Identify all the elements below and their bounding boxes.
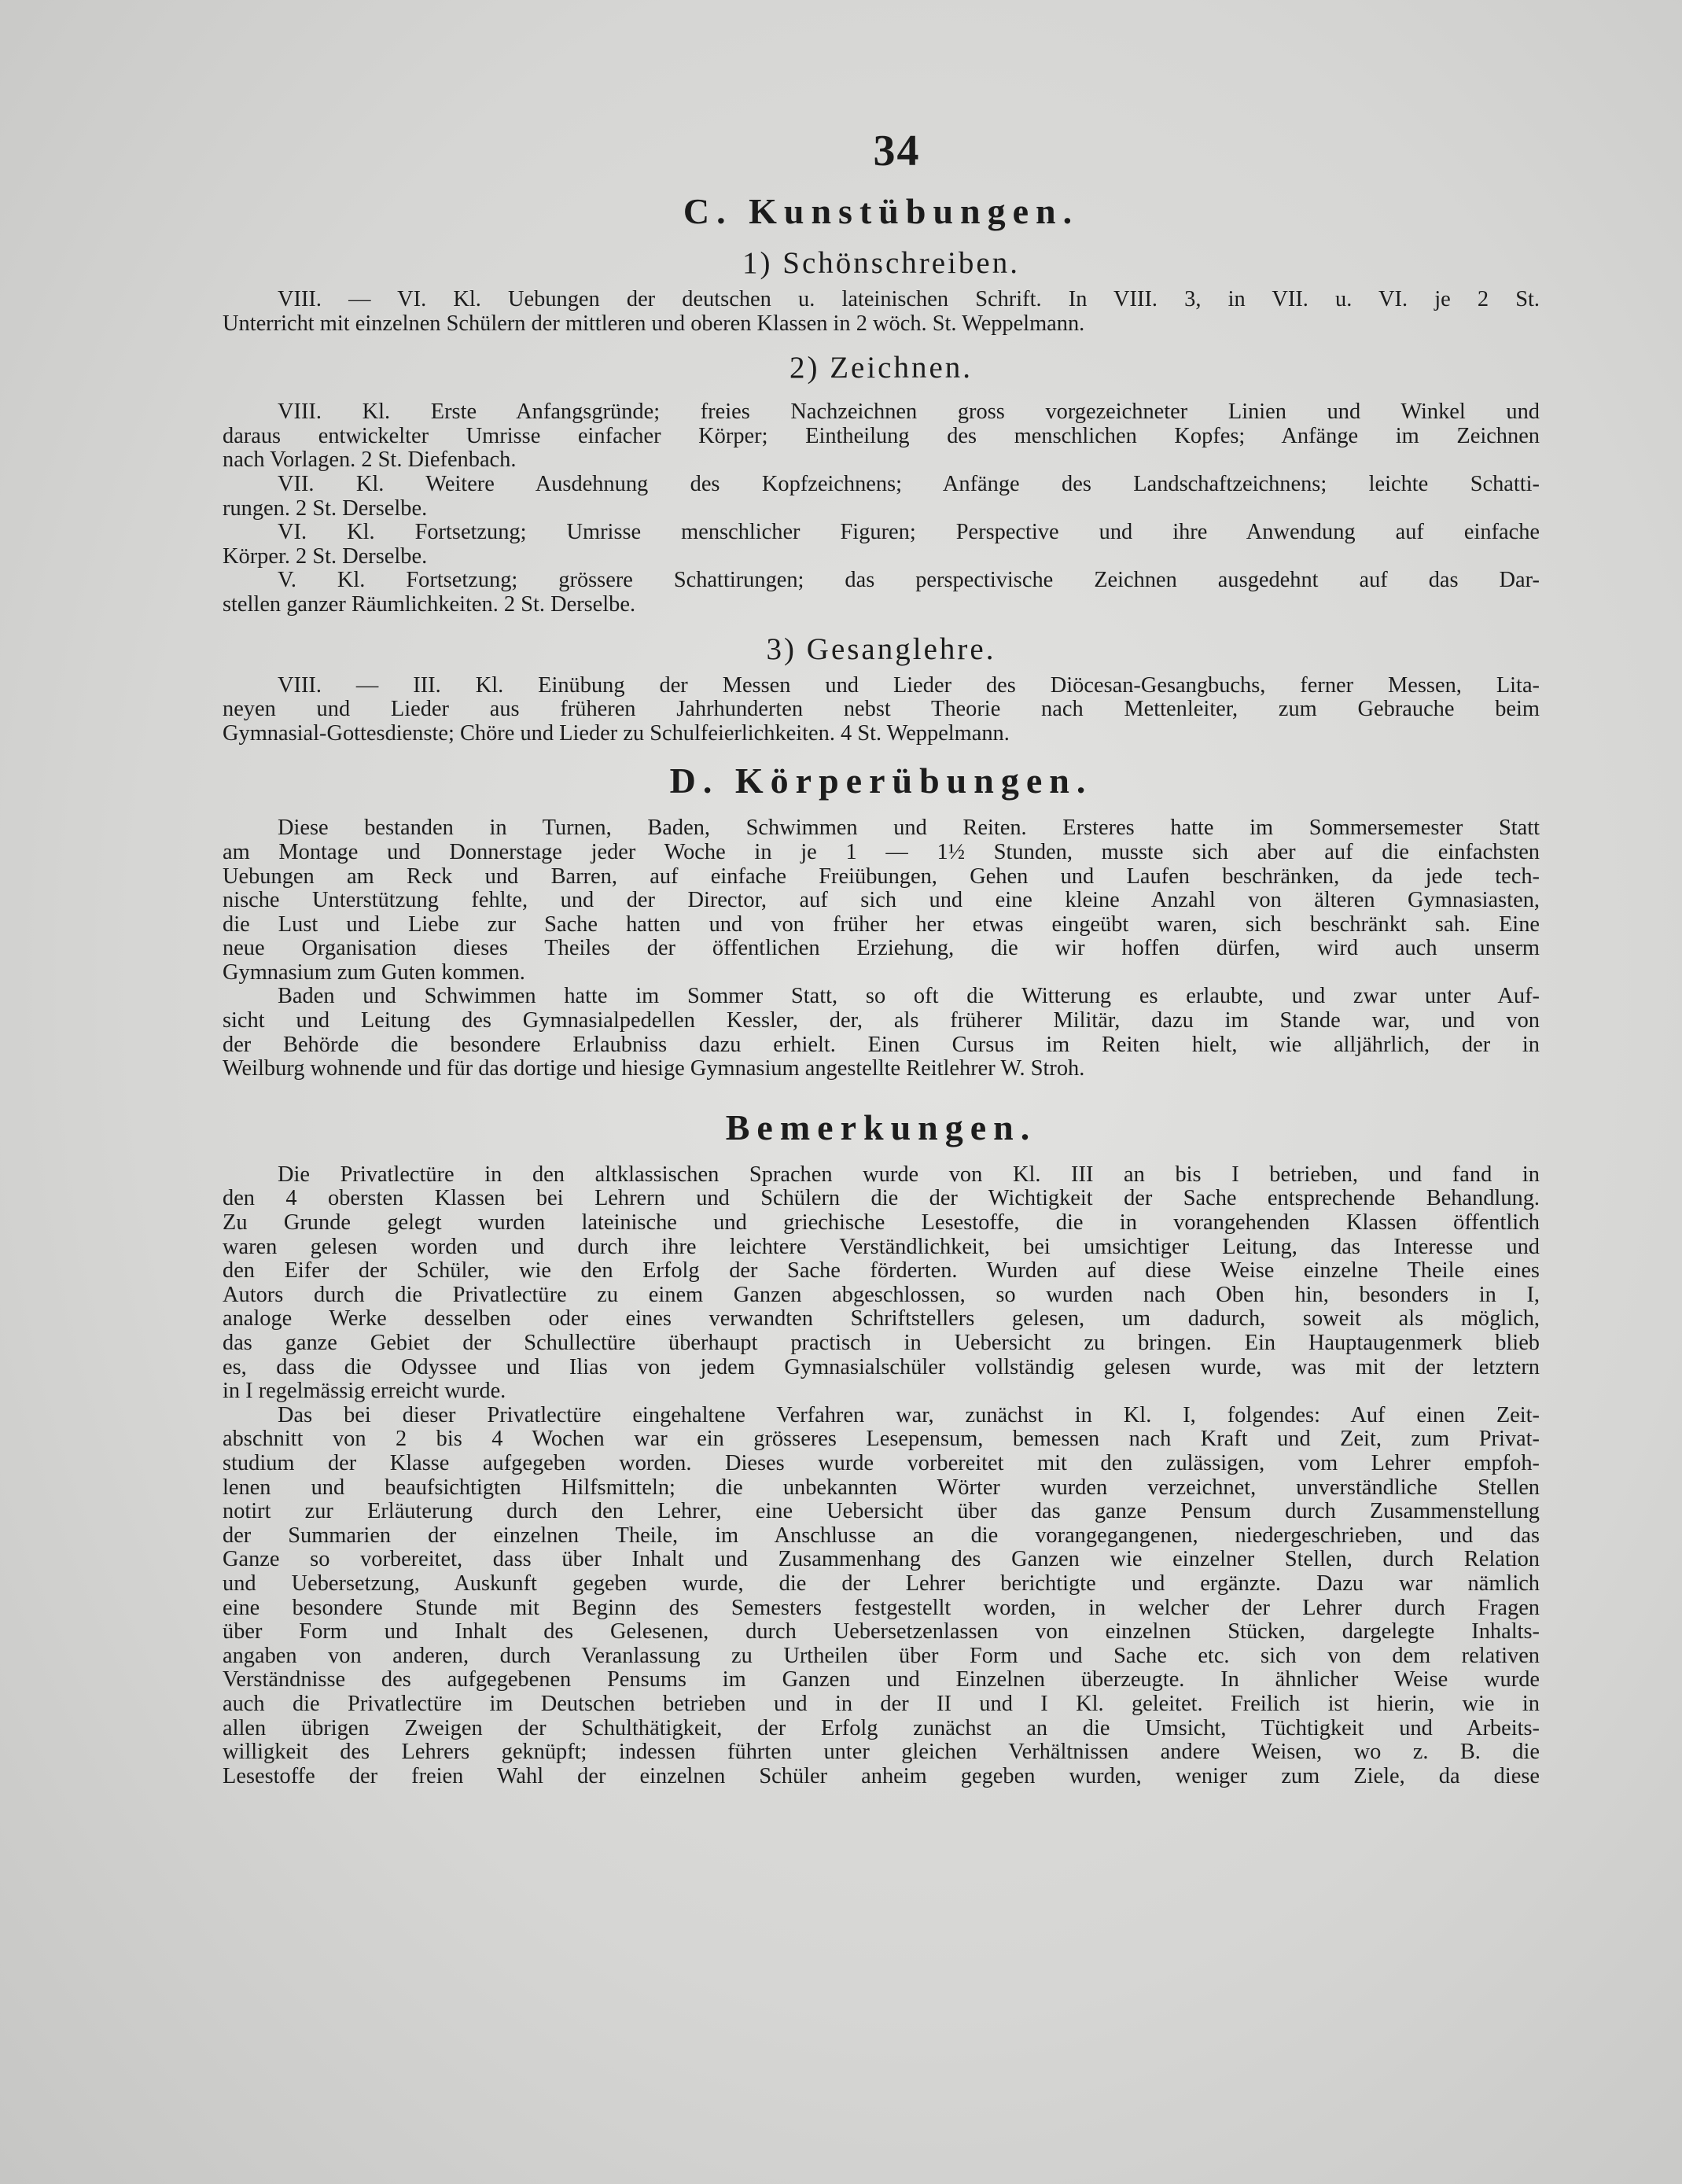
zeichnen-heading: 2) Zeichnen. — [789, 351, 973, 385]
page-content — [223, 118, 1540, 1788]
text-line: auch die Privatlectüre im Deutschen betrieben und in der II und I Kl. geleitet. Freilich ist hierin, wie in — [223, 1691, 1540, 1716]
text-line: Baden und Schwimmen hatte im Sommer Statt, so oft die Witterung es erlaubte, und zwar unter Auf- — [278, 984, 1540, 1009]
text-line: Autors durch die Privatlectüre zu einem Ganzen abgeschlossen, so wurden nach Oben hin, besonders in I, — [223, 1282, 1540, 1307]
text-line: Ganze so vorbereitet, dass über Inhalt und Zusammenhang des Ganzen wie einzelner Stellen, durch Relation — [223, 1547, 1540, 1572]
text-line: willigkeit des Lehrers geknüpft; indessen führten unter gleichen Verhältnissen andere Weisen, wo z. B. die — [223, 1740, 1540, 1765]
text-line: angaben von anderen, durch Veranlassung zu Urtheilen über Form und Sache etc. sich von dem relativen — [223, 1643, 1540, 1668]
text-line: das ganze Gebiet der Schullectüre überhaupt practisch in Uebersicht zu bringen. Ein Hauptaugenmerk blieb — [223, 1331, 1540, 1355]
text-line: sicht und Leitung des Gymnasialpedellen Kessler, der, als früherer Militär, dazu im Stande war, und von — [223, 1008, 1540, 1033]
text-line: Körper. 2 St. Derselbe. — [223, 543, 428, 569]
text-line: es, dass die Odyssee und Ilias von jedem Gymnasialschüler vollständig gelesen wurde, was mit der letztern — [223, 1354, 1540, 1379]
text-line: analoge Werke desselben oder eines verwandten Schriftstellers gelesen, um dadurch, soweit als möglich, — [223, 1306, 1540, 1331]
gesanglehre-paragraph — [223, 674, 1540, 746]
text-line: rungen. 2 St. Derselbe. — [223, 495, 428, 521]
text-line: und Uebersetzung, Auskunft gegeben wurde, die der Lehrer berichtigte und ergänzte. Dazu war nämlich — [223, 1571, 1540, 1596]
text-line: lenen und beaufsichtigten Hilfsmitteln; die unbekannten Wörter wurden verzeichnet, unverständliche Stellen — [223, 1475, 1540, 1500]
bemerkungen-paragraph-1 — [223, 1163, 1540, 1404]
text-line: neyen und Lieder aus früheren Jahrhunderten nebst Theorie nach Mettenleiter, zum Gebrauche beim — [223, 697, 1540, 722]
text-line: Unterricht mit einzelnen Schülern der mittleren und oberen Klassen in 2 wöch. St. Weppelmann. — [223, 311, 1085, 336]
koerperuebungen-paragraph-2 — [223, 985, 1540, 1081]
text-line: nach Vorlagen. 2 St. Diefenbach. — [223, 447, 517, 473]
section-c-heading: C. Kunstübungen. — [683, 191, 1080, 231]
text-line: den Eifer der Schüler, wie den Erfolg der Sache förderten. Wurden auf diese Weise einzelne Theile eines — [223, 1258, 1540, 1284]
text-line: am Montage und Donnerstage jeder Woche in je 1 — 1½ Stunden, musste sich aber auf die einfachsten — [223, 839, 1540, 864]
text-line: Verständnisse des aufgegebenen Pensums im Ganzen und Einzelnen überzeugte. In ähnlicher Weise wurde — [223, 1667, 1540, 1692]
text-line: notirt zur Erläuterung durch den Lehrer, eine Uebersicht über das ganze Pensum durch Zusammenstellung — [223, 1499, 1540, 1524]
bemerkungen-heading: Bemerkungen. — [725, 1107, 1037, 1147]
text-line: studium der Klasse aufgegeben worden. Dieses wurde vorbereitet mit den zulässigen, vom Lehrer empfoh- — [223, 1450, 1540, 1475]
bemerkungen-paragraph-2 — [223, 1404, 1540, 1789]
text-line: stellen ganzer Räumlichkeiten. 2 St. Derselbe. — [223, 591, 636, 617]
koerperuebungen-paragraph-1 — [223, 816, 1540, 985]
text-line: VIII. — VI. Kl. Uebungen der deutschen u. lateinischen Schrift. In VIII. 3, in VII. u. VI. je 2 St. — [278, 287, 1540, 311]
text-line: Gymnasial-Gottesdienste; Chöre und Lieder zu Schulfeierlichkeiten. 4 St. Weppelmann. — [223, 720, 1010, 746]
text-line: Weilburg wohnende und für das dortige und hiesige Gymnasium angestellte Reitlehrer W. Stroh. — [223, 1056, 1085, 1081]
text-line: VII. Kl. Weitere Ausdehnung des Kopfzeichnens; Anfänge des Landschaftzeichnens; leichte Schatti- — [278, 471, 1540, 496]
text-line: V. Kl. Fortsetzung; grössere Schattirungen; das perspectivische Zeichnen ausgedehnt auf das Dar- — [278, 568, 1540, 593]
schoenschreiben-heading: 1) Schönschreiben. — [742, 246, 1020, 280]
text-line: waren gelesen worden und durch ihre leichtere Verständlichkeit, bei umsichtiger Leitung, das Interesse und — [223, 1234, 1540, 1259]
text-line: daraus entwickelter Umrisse einfacher Körper; Eintheilung des menschlichen Kopfes; Anfänge im Zeichnen — [223, 423, 1540, 448]
text-line: nische Unterstützung fehlte, und der Director, auf sich und eine kleine Anzahl von älteren Gymnasiasten, — [223, 888, 1540, 913]
section-d-heading: D. Körperübungen. — [669, 761, 1093, 801]
text-line: über Form und Inhalt des Gelesenen, durch Uebersetzenlassen von einzelnen Stücken, dargelegte Inhalts- — [223, 1619, 1540, 1644]
text-line: die Lust und Liebe zur Sache hatten und von früher her etwas eingeübt waren, sich beschränkt sah. Eine — [223, 912, 1540, 937]
text-line: den 4 obersten Klassen bei Lehrern und Schülern die der Wichtigkeit der Sache entsprechende Behandlung. — [223, 1186, 1540, 1211]
text-line: Uebungen am Reck und Barren, auf einfache Freiübungen, Gehen und Laufen beschränken, da jede tech- — [223, 864, 1540, 889]
gesanglehre-heading: 3) Gesanglehre. — [766, 632, 996, 666]
text-line: in I regelmässig erreicht wurde. — [223, 1379, 506, 1404]
page-number: 34 — [873, 127, 921, 175]
text-line: neue Organisation dieses Theiles der öffentlichen Erziehung, die wir hoffen dürfen, wird auch unserm — [223, 936, 1540, 961]
text-line: der Behörde die besondere Erlaubniss dazu erhielt. Einen Cursus im Reiten hielt, wie alljährlich, der in — [223, 1032, 1540, 1057]
text-line: VI. Kl. Fortsetzung; Umrisse menschlicher Figuren; Perspective und ihre Anwendung auf einfache — [278, 520, 1540, 545]
text-line: VIII. — III. Kl. Einübung der Messen und Lieder des Diöcesan-Gesangbuchs, ferner Messen, Lita- — [278, 672, 1540, 698]
zeichnen-paragraph — [223, 400, 1540, 617]
text-line: eine besondere Stunde mit Beginn des Semesters festgestellt worden, in welcher der Lehrer durch Fragen — [223, 1595, 1540, 1620]
text-line: VIII. Kl. Erste Anfangsgründe; freies Nachzeichnen gross vorgezeichneter Linien und Winkel und — [278, 400, 1540, 425]
text-line: Lesestoffe der freien Wahl der einzelnen Schüler anheim gegeben wurden, weniger zum Ziele, da diese — [223, 1763, 1540, 1788]
text-line: allen übrigen Zweigen der Schulthätigkeit, der Erfolg zunächst an die Umsicht, Tüchtigkeit und Arbeits- — [223, 1715, 1540, 1740]
schoenschreiben-paragraph — [223, 288, 1540, 336]
text-line: Das bei dieser Privatlectüre eingehaltene Verfahren war, zunächst in Kl. I, folgendes: Auf einen Zeit- — [278, 1402, 1540, 1427]
text-line: abschnitt von 2 bis 4 Wochen war ein grösseres Lesepensum, bemessen nach Kraft und Zeit, zum Privat- — [223, 1427, 1540, 1452]
text-line: der Summarien der einzelnen Theile, im Anschlusse an die vorangegangenen, niedergeschrieben, und das — [223, 1523, 1540, 1548]
text-line: Gymnasium zum Guten kommen. — [223, 959, 525, 985]
text-line: Die Privatlectüre in den altklassischen Sprachen wurde von Kl. III an bis I betrieben, und fand in — [278, 1162, 1540, 1187]
text-line: Zu Grunde gelegt wurden lateinische und griechische Lesestoffe, die in vorangehenden Klassen öffentlich — [223, 1210, 1540, 1236]
text-line: Diese bestanden in Turnen, Baden, Schwimmen und Reiten. Ersteres hatte im Sommersemester Statt — [278, 816, 1540, 841]
